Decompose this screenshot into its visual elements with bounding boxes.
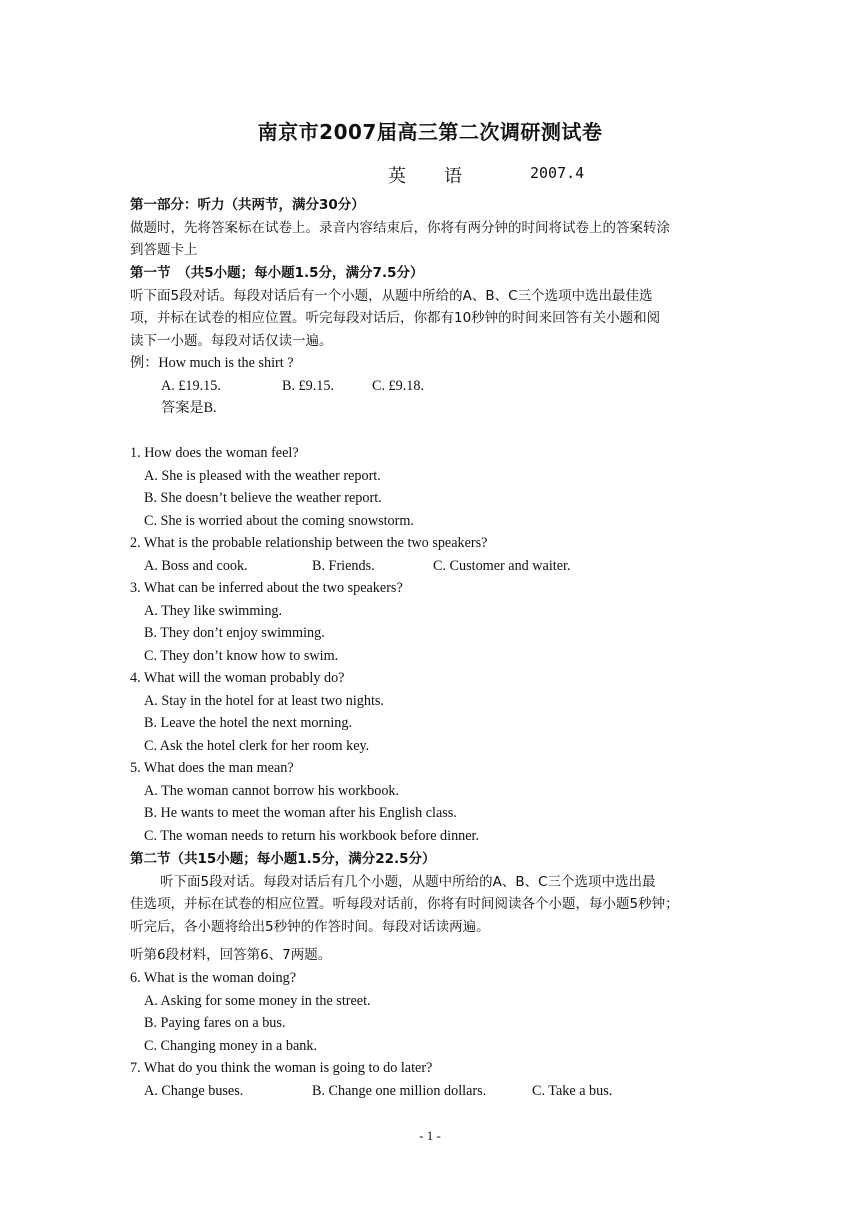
option-b: B. Friends. xyxy=(312,558,375,574)
option-a: A. Stay in the hotel for at least two nights. xyxy=(144,693,384,709)
page-number: - 1 - xyxy=(419,1128,441,1143)
material-instruction: 听第6段材料，回答第6、7两题。 xyxy=(130,947,332,963)
question-text: 5. What does the man mean? xyxy=(130,760,294,776)
option-b: B. Change one million dollars. xyxy=(312,1083,487,1099)
example-answer: 答案是B. xyxy=(161,400,217,416)
option-c: C. They don’t know how to swim. xyxy=(144,648,339,664)
option-c: C. Take a bus. xyxy=(532,1083,613,1099)
section2-instruction-line: 听下面5段对话。每段对话后有几个小题，从题中所给的A、B、C三个选项中选出最 xyxy=(160,874,656,890)
page-title: 南京市2007届高三第二次调研测试卷 xyxy=(257,120,603,144)
option-c: C. £9.18. xyxy=(372,378,425,394)
option-b: B. £9.15. xyxy=(282,378,335,394)
question-text: 4. What will the woman probably do? xyxy=(130,670,345,686)
option-c: C. The woman needs to return his workbook before dinner. xyxy=(144,828,480,844)
section1-instruction-line: 项，并标在试卷的相应位置。听完每段对话后，你都有10秒钟的时间来回答有关小题和阅 xyxy=(130,310,661,326)
option-b: B. He wants to meet the woman after his English class. xyxy=(144,805,457,821)
question-text: 3. What can be inferred about the two speakers? xyxy=(130,580,403,596)
option-a: A. Asking for some money in the street. xyxy=(144,993,371,1009)
section2-instruction-line: 听完后，各小题将给出5秒钟的作答时间。每段对话读两遍。 xyxy=(130,919,490,935)
option-a: A. Change buses. xyxy=(144,1083,244,1099)
subject-label: 英语 xyxy=(388,166,500,187)
option-a: A. Boss and cook. xyxy=(144,558,248,574)
option-c: C. Customer and waiter. xyxy=(433,558,571,574)
option-c: C. She is worried about the coming snowstorm. xyxy=(144,513,414,529)
option-a: A. The woman cannot borrow his workbook. xyxy=(144,783,400,799)
option-a: A. They like swimming. xyxy=(144,603,283,619)
section2-instruction-line: 佳选项，并标在试卷的相应位置。听每段对话前，你将有时间阅读各个小题，每小题5秒钟； xyxy=(130,896,679,912)
exam-date: 2007.4 xyxy=(530,164,585,182)
option-c: C. Changing money in a bank. xyxy=(144,1038,317,1054)
question-text: 2. What is the probable relationship between the two speakers? xyxy=(130,535,488,551)
question-text: 7. What do you think the woman is going to do later? xyxy=(130,1060,433,1076)
section2-heading: 第二节（共15小题；每小题1.5分，满分22.5分） xyxy=(130,851,436,867)
section1-instruction-line: 听下面5段对话。每段对话后有一个小题，从题中所给的A、B、C三个选项中选出最佳选 xyxy=(130,288,653,304)
option-c: C. Ask the hotel clerk for her room key. xyxy=(144,738,370,754)
option-b: B. Paying fares on a bus. xyxy=(144,1015,286,1031)
part1-heading: 第一部分：听力（共两节，满分30分） xyxy=(130,197,365,213)
part1-instruction-line: 做题时，先将答案标在试卷上。录音内容结束后，你将有两分钟的时间将试卷上的答案转涂 xyxy=(130,220,670,236)
option-a: A. She is pleased with the weather report. xyxy=(144,468,381,484)
question-text: 1. How does the woman feel? xyxy=(130,445,299,461)
option-b: B. They don’t enjoy swimming. xyxy=(144,625,325,641)
option-b: B. She doesn’t believe the weather report. xyxy=(144,490,382,506)
section1-heading: 第一节 （共5小题；每小题1.5分，满分7.5分） xyxy=(130,265,424,281)
option-a: A. £19.15. xyxy=(161,378,221,394)
part1-instruction-line: 到答题卡上 xyxy=(130,242,198,258)
question-text: 6. What is the woman doing? xyxy=(130,970,297,986)
option-b: B. Leave the hotel the next morning. xyxy=(144,715,353,731)
example-question: 例：How much is the shirt ? xyxy=(130,355,294,371)
section1-instruction-line: 读下一小题。每段对话仅读一遍。 xyxy=(130,333,333,349)
